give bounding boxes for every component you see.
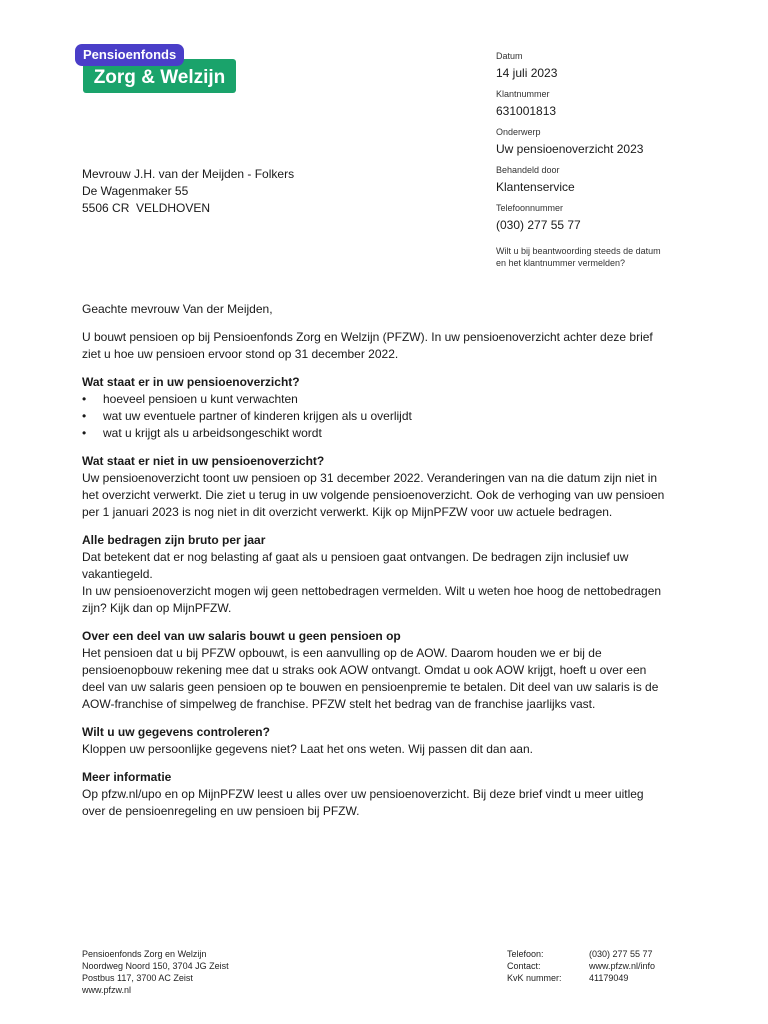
section-heading: Wat staat er in uw pensioenoverzicht?: [82, 375, 300, 389]
handled-by-label: Behandeld door: [496, 165, 560, 175]
paragraph-line: Dat betekent dat er nog belasting af gaat als u pensioen gaat ontvangen. De bedragen zijn inclusief uw: [82, 550, 629, 564]
bullet-icon: •: [82, 392, 87, 406]
section-heading: Wilt u uw gegevens controleren?: [82, 725, 270, 739]
footer-phone-label: Telefoon:: [507, 949, 544, 959]
section-more-info: [82, 769, 696, 820]
paragraph-line: Op pfzw.nl/upo en op MijnPFZW leest u alles over uw pensioenoverzicht. Bij deze brief vindt u meer uitleg: [82, 787, 644, 801]
recipient-address: [82, 166, 294, 217]
logo-pensioenfonds-label: Pensioenfonds: [75, 44, 184, 66]
section-not-included: [82, 453, 696, 521]
date-value: 14 juli 2023: [496, 66, 558, 80]
paragraph-line: zijn? Kijk dan op MijnPFZW.: [82, 601, 232, 615]
footer-postal-address: Postbus 117, 3700 AC Zeist: [82, 973, 193, 983]
footer-contact-labels: [507, 948, 562, 984]
footer-kvk-value: 41179049: [589, 973, 629, 983]
phone-label: Telefoonnummer: [496, 203, 564, 213]
salutation: Geachte mevrouw Van der Meijden,: [82, 302, 273, 316]
bullet-item: [82, 408, 696, 425]
footer-contact-values: [589, 948, 655, 984]
footer-contact-link[interactable]: www.pfzw.nl/info: [589, 961, 656, 971]
paragraph-line: vakantiegeld.: [82, 567, 153, 581]
paragraph-line: pensioenopbouw rekening mee dat u straks ook AOW ontvangt. Omdat u ook AOW krijgt, hoeft u over een: [82, 663, 647, 677]
section-heading: Wat staat er niet in uw pensioenoverzicht?: [82, 454, 325, 468]
bullet-item: [82, 391, 696, 408]
paragraph-line: per 1 januari 2023 is nog niet in dit overzicht verwerkt. Kijk op MijnPFZW voor uw actuele bedragen.: [82, 505, 613, 519]
paragraph-line: Uw pensioenoverzicht toont uw pensioen op 31 december 2022. Veranderingen van na die datum zijn niet in: [82, 471, 658, 485]
logo-zorg-welzijn: Zorg & Welzijn: [83, 59, 236, 93]
section-heading: Over een deel van uw salaris bouwt u geen pensioen op: [82, 629, 401, 643]
letter-body: [82, 301, 696, 820]
section-check-details: [82, 724, 696, 758]
footer-contact-label: Contact:: [507, 961, 541, 971]
section-contents: [82, 374, 696, 442]
handled-by-value: Klantenservice: [496, 180, 575, 194]
bullet-text: hoeveel pensioen u kunt verwachten: [103, 392, 298, 406]
footer-phone-value: (030) 277 55 77: [589, 949, 653, 959]
paragraph-line: deel van uw salaris geen pensioen op te bouwen en pensioenpremie te betalen. Dit deel van uw salaris is de: [82, 680, 659, 694]
footer-org-name: Pensioenfonds Zorg en Welzijn: [82, 949, 207, 959]
paragraph-line: AOW-franchise of simpelweg de franchise. PFZW stelt het bedrag van de franchise jaarlijks vast.: [82, 697, 596, 711]
reply-note: [496, 245, 696, 269]
footer-kvk-label: KvK nummer:: [507, 973, 562, 983]
paragraph-line: Het pensioen dat u bij PFZW opbouwt, is een aanvulling op de AOW. Daarom houden we er bij de: [82, 646, 602, 660]
bullet-item: [82, 425, 696, 442]
footer-address: [82, 948, 229, 996]
client-number-label: Klantnummer: [496, 89, 550, 99]
intro-line: U bouwt pensioen op bij Pensioenfonds Zorg en Welzijn (PFZW). In uw pensioenoverzicht achter deze brief: [82, 330, 653, 344]
subject-label: Onderwerp: [496, 127, 541, 137]
bullet-icon: •: [82, 426, 87, 440]
paragraph-line: In uw pensioenoverzicht mogen wij geen nettobedragen vermelden. Wilt u weten hoe hoog de nettobedragen: [82, 584, 662, 598]
bullet-text: wat u krijgt als u arbeidsongeschikt wordt: [103, 426, 322, 440]
reply-note-line: Wilt u bij beantwoording steeds de datum: [496, 246, 661, 256]
letter-meta: [496, 50, 696, 269]
date-label: Datum: [496, 51, 523, 61]
paragraph-line: Kloppen uw persoonlijke gegevens niet? Laat het ons weten. Wij passen dit dan aan.: [82, 742, 533, 756]
bullet-text: wat uw eventuele partner of kinderen krijgen als u overlijdt: [103, 409, 412, 423]
subject-value: Uw pensioenoverzicht 2023: [496, 142, 644, 156]
intro-line: ziet u hoe uw pensioen ervoor stond op 31 december 2022.: [82, 347, 399, 361]
recipient-street: De Wagenmaker 55: [82, 184, 189, 198]
recipient-name: Mevrouw J.H. van der Meijden - Folkers: [82, 167, 295, 181]
bullet-icon: •: [82, 409, 87, 423]
section-heading: Alle bedragen zijn bruto per jaar: [82, 533, 266, 547]
section-franchise: [82, 628, 696, 713]
phone-value: (030) 277 55 77: [496, 218, 581, 232]
paragraph-line: over de pensioenregeling en uw pensioen bij PFZW.: [82, 804, 360, 818]
paragraph-line: het overzicht verwerkt. Die ziet u terug in uw volgende pensioenoverzicht. Ook de verhoging van uw pensioen: [82, 488, 665, 502]
bullet-list: [82, 391, 696, 442]
section-gross-amounts: [82, 532, 696, 617]
reply-note-line: en het klantnummer vermelden?: [496, 258, 626, 268]
client-number-value: 631001813: [496, 104, 557, 118]
footer-visit-address: Noordweg Noord 150, 3704 JG Zeist: [82, 961, 229, 971]
footer-website-link[interactable]: www.pfzw.nl: [82, 985, 132, 995]
section-heading: Meer informatie: [82, 770, 172, 784]
recipient-city: 5506 CR VELDHOVEN: [82, 201, 211, 215]
